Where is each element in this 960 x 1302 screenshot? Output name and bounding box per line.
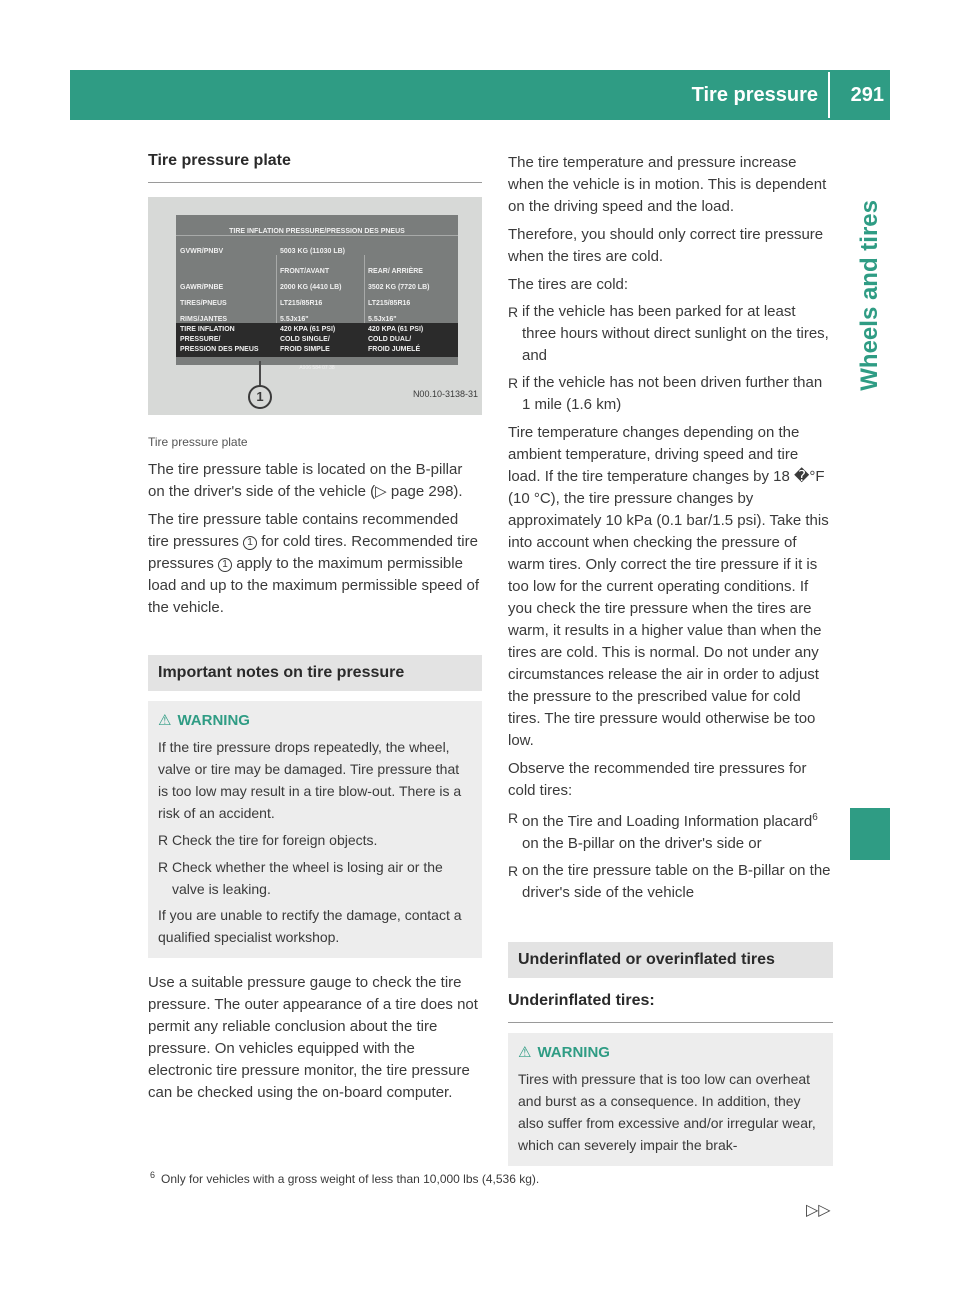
callout-line xyxy=(259,361,261,387)
warning-text: If the tire pressure drops repeatedly, the wheel, valve or tire may be damaged. Tire pressure that is too low may result in a tire blow-out. There is a risk of an accident. xyxy=(158,739,462,821)
paragraph-table-contents: The tire pressure table contains recommended tire pressures 1 for cold tires. Recommended tire pressures 1 apply to the maximum permissible load and up to the maximum permissible speed of the vehicle. xyxy=(148,511,480,616)
paragraph-tires-cold: The tires are cold: xyxy=(508,276,629,293)
callout-ref-1: 1 xyxy=(243,536,257,550)
header-title: Tire pressure xyxy=(691,84,818,106)
recommended-bullet: R on the tire pressure table on the B-pillar on the driver's side of the vehicle xyxy=(508,860,833,904)
continue-arrows-icon: ▷▷ xyxy=(806,1202,831,1219)
paragraph-location: The tire pressure table is located on the B-pillar on the driver's side of the vehicle (▷ page 298). xyxy=(148,461,463,500)
plate-inflation-block: TIRE INFLATION PRESSURE/ PRESSION DES PNEUS 420 KPA (61 PSI) COLD SINGLE/ FROID SIMPLE 420 KPA (61 PSI) COLD DUAL/ FROID JUMELÉ xyxy=(176,323,458,357)
paragraph-temperature-increase: The tire temperature and pressure increase when the vehicle is in motion. This is dependent on the driving speed and the load. xyxy=(508,154,827,215)
header-separator xyxy=(828,72,830,118)
image-caption: Tire pressure plate xyxy=(148,435,248,449)
paragraph-observe-recommended: Observe the recommended tire pressures for cold tires: xyxy=(508,760,807,799)
plate-small-code: A906 584 07 38 xyxy=(299,365,335,371)
chapter-marker-block xyxy=(850,808,890,860)
warning-box xyxy=(148,701,482,958)
paragraph-temperature-changes: Tire temperature changes depending on the ambient temperature, driving speed and tire load. If the tire temperature changes by 18 �°F (10 °C), the tire pressure changes by approximately 10 kPa (0.1 bar/1.5 psi). Take this into account when checking the pressure of warm tires. Only correct the tire pressure if it is too low for the current operating conditions. If you check the tire pressure when the tires are warm, it results in a higher value than when the tires are cold. This is normal. Do not under any circumstances release the air in order to adjust the pressure to the prescribed value for cold tires. The tire pressure would otherwise be too low. xyxy=(508,424,829,749)
callout-marker-1: 1 xyxy=(248,385,272,409)
tire-pressure-plate-image xyxy=(148,197,482,415)
warning-triangle-icon: ⚠ xyxy=(158,712,172,729)
paragraph-pressure-gauge: Use a suitable pressure gauge to check the tire pressure. The outer appearance of a tire does not permit any reliable conclusion about the tire pressure. On vehicles equipped with the electronic tire pressure monitor, the tire pressure can be checked using the on-board computer. xyxy=(148,974,478,1101)
warning-title: WARNING xyxy=(537,1044,610,1061)
section-title-plate: Tire pressure plate xyxy=(148,150,482,183)
page-number: 291 xyxy=(850,84,884,106)
right-column xyxy=(508,150,833,1166)
cold-condition-bullet: R if the vehicle has not been driven further than 1 mile (1.6 km) xyxy=(508,372,833,416)
warning-triangle-icon: ⚠ xyxy=(518,1044,532,1061)
paragraph-correct-cold: Therefore, you should only correct tire pressure when the tires are cold. xyxy=(508,226,824,265)
warning-text: Tires with pressure that is too low can overheat and burst as a consequence. In addition, they also suffer from excessive and/or irregular wear, which can severely impair the brak- xyxy=(518,1071,816,1153)
footnote-number: 6 xyxy=(150,1170,156,1180)
warning-title: WARNING xyxy=(177,712,250,729)
recommended-bullet: R on the Tire and Loading Information placard$^6$ on the B-pillar on the driver's side or xyxy=(508,807,833,855)
image-code: N00.10-3138-31 xyxy=(412,389,478,399)
footnote-text: Only for vehicles with a gross weight of less than 10,000 lbs (4,536 kg). xyxy=(161,1172,540,1186)
chapter-label: Wheels and tires xyxy=(856,200,883,391)
footnote-ref: 6 xyxy=(812,812,818,823)
page-header xyxy=(70,70,890,120)
warning-bullet: R Check whether the wheel is losing air or the valve is leaking. xyxy=(158,856,472,900)
heading-underinflated-overinflated: Underinflated or overinflated tires xyxy=(508,942,833,978)
plate-title: TIRE INFLATION PRESSURE/PRESSION DES PNEUS xyxy=(229,228,405,235)
heading-important-notes: Important notes on tire pressure xyxy=(148,655,482,691)
callout-ref-1b: 1 xyxy=(218,558,232,572)
warning-after-text: If you are unable to rectify the damage, contact a qualified specialist workshop. xyxy=(158,907,462,945)
subheading-underinflated: Underinflated tires: xyxy=(508,990,833,1023)
warning-bullet: R Check the tire for foreign objects. xyxy=(158,829,472,851)
plate-body: TIRE INFLATION PRESSURE/PRESSION DES PNEUS GVWR/PNBV 5003 KG (11030 LB) FRONT/AVANT REAR/ ARRIÈRE GAWR/PNBE 2000 KG (4410 LB) 3502 KG (7720 LB) TIRES/PNEUS LT215/85R16 LT215/85R16 RIMS/JANTES 5.5Jx16" 5.5Jx16" TIRE INFLATION PRESSURE/ PRESSION DES PNEUS 420 KPA (61 PSI) COLD SINGLE/ FROID SIMPLE 420 KPA (61 PSI) COLD DUAL/ FROID JUMELÉ A906 584 07 38 xyxy=(176,215,458,365)
chapter-side-tab xyxy=(850,120,890,860)
footnote xyxy=(150,1170,539,1186)
left-column xyxy=(148,150,482,1104)
warning-box-underinflated xyxy=(508,1033,833,1166)
cold-condition-bullet: R if the vehicle has been parked for at least three hours without direct sunlight on the tires, and xyxy=(508,301,833,367)
